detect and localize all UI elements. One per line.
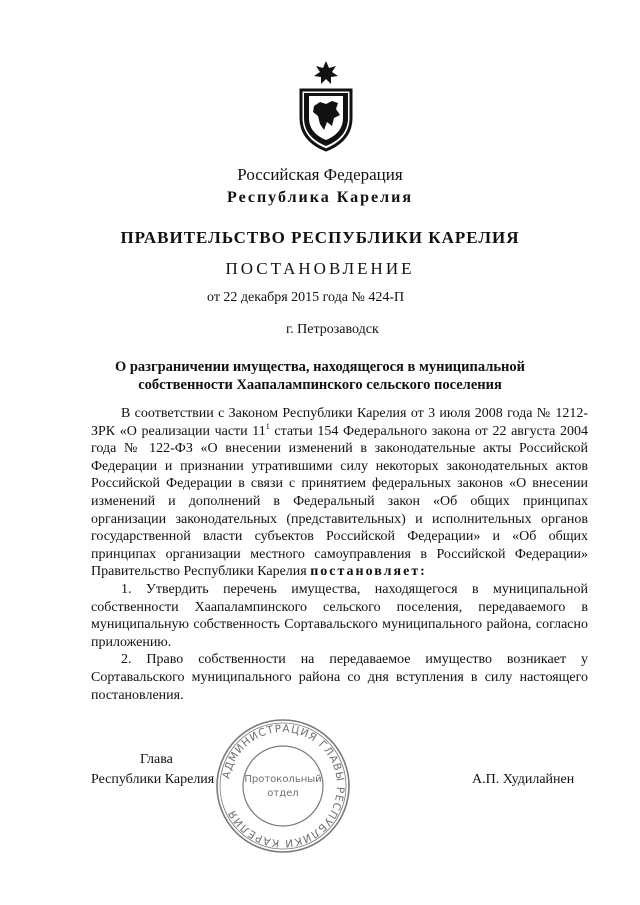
- stamp-inner-line-1: Протокольный: [244, 774, 322, 785]
- decree-verb: постановляет:: [310, 564, 427, 580]
- clause-2: 2. Право собственности на передаваемое имущество возникает у Сортавальского муниципального района со дня вступления в силу настоящего постановления.: [91, 652, 588, 703]
- preamble-text-a: В соответствии с Законом Республики Карелия от 3 июля 2008 года № 1212-ЗРК «О реализации части 11: [91, 406, 588, 439]
- official-stamp: [213, 716, 353, 856]
- document-body: [91, 405, 588, 704]
- republic-name: Республика Карелия: [227, 189, 413, 206]
- country-name: Российская Федерация: [237, 165, 403, 184]
- stamp-outer-text: АДМИНИСТРАЦИЯ ГЛАВЫ РЕСПУБЛИКИ КАРЕЛИЯ: [220, 722, 347, 850]
- city: г. Петрозаводск: [286, 322, 379, 337]
- clause-1: 1. Утвердить перечень имущества, находящегося в муниципальной собственности Хаапалампинского сельского поселения, передаваемого в муниципальную собственность Сортавальского муниципального района, согласно приложению.: [91, 581, 588, 650]
- coat-of-arms-icon: [296, 60, 356, 152]
- preamble-paragraph: [91, 405, 588, 581]
- signatory-organization: Республики Карелия: [91, 772, 215, 787]
- document-subject: [0, 358, 640, 394]
- stamp-inner-line-2: отдел: [267, 788, 299, 799]
- date-line: от 22 декабря 2015 года № 424-П: [207, 290, 405, 305]
- superscript: 1: [265, 421, 270, 431]
- subject-line-2: собственности Хаапалампинского сельского поселения: [138, 377, 502, 393]
- subject-line-1: О разграничении имущества, находящегося в муниципальной: [114, 359, 526, 375]
- document-type: ПОСТАНОВЛЕНИЕ: [225, 259, 415, 278]
- signatory-title: Глава: [140, 752, 173, 767]
- preamble-text-b: статьи 154 Федерального закона от 22 августа 2004 года № 122-ФЗ «О внесении изменений в законодательные акты Российской Федерации и признании утратившими силу некоторых законодательных актов Российской Федерации в связи с принятием федеральных законов «О внесении изменений и дополнений в Федеральный закон «Об общих принципах организации законодательных (представительных) и исполнительных органов государственной власти субъектов Российской Федерации» и «Об общих принципах организации местного самоуправления в Российской Федерации» Правительство Республики Карелия: [91, 423, 588, 580]
- signatory-name: А.П. Худилайнен: [472, 772, 575, 787]
- government-heading: ПРАВИТЕЛЬСТВО РЕСПУБЛИКИ КАРЕЛИЯ: [120, 228, 520, 247]
